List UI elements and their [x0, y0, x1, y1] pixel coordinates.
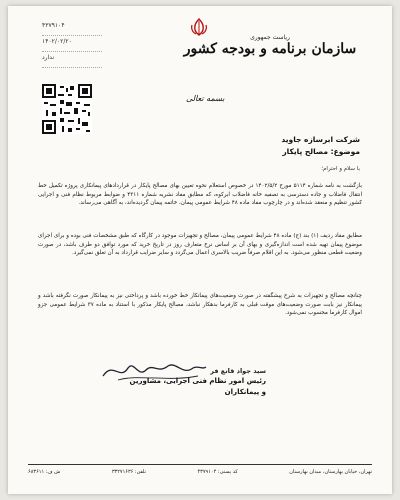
letter-page [8, 6, 392, 494]
org-line1: ریاست جمهوری [250, 34, 290, 41]
paragraph-3: چنانچه مصالح و تجهیزات به شرح پیشگفته در صورت وضعیت‌های پیمانکار خط خورده باشد و پرداختی نیز به پیمانکار صورت نگرفته باشد و پیمانکار نیز بابت صورت وضعیت‌های موقت قبلی به کارفرما بدهکار نباشد، مصالح پایکار مذکور با استناد به ماده ۳۷ شرایط عمومی جزو اموال کارفرما محسوب نمی‌شود. [38, 293, 362, 317]
signatory-title-line1: رئیس امور نظام فنی اجرایی، مشاورین [129, 377, 266, 385]
signatory-title-line2: و پیمانکاران [224, 388, 266, 396]
paragraph-2: مطابق مفاد ردیف (۱) بند (ج) ماده ۴۸ شرایط عمومی پیمان، مصالح و تجهیزات موجود در کارگاه که طبق مشخصات فنی بوده و برای اجرای موضوع پیمان تهیه شده است اندازه‌گیری و بهای آن بر اساس نرخ متعارف روز در تاریخ خرید که مورد توافق دو طرف باشد، در صورت وضعیت قطعی منظور می‌شود. به این اقلام صرفاً ضریب بالاسری اعمال می‌گردد و سایر ضرایب قرارداد به آن تعلق نمی‌گیرد. [38, 233, 363, 257]
qr-code-icon [42, 84, 92, 134]
meta-attachment: ندارد [42, 54, 102, 68]
letter-meta [42, 22, 102, 70]
recipient-block [281, 134, 360, 158]
footer-address: تهران، خیابان بهارستان، میدان بهارستان [289, 469, 372, 475]
footer-fax: ش ف: ۶۸۳۶۱۱ [28, 469, 61, 475]
greeting: با سلام و احترام؛ [321, 166, 360, 172]
footer-phone: تلفن: ۳۳۲۷۱۶۳۶ [111, 469, 146, 475]
org-name: سازمان برنامه و بودجه کشور [183, 41, 357, 57]
signature-block [106, 366, 266, 398]
letter-heading: بسمه تعالی [186, 94, 225, 103]
letter-footer [28, 464, 372, 475]
organization-header [170, 34, 370, 57]
letter-subject: موضوع: مصالح پایکار [282, 147, 360, 156]
footer-postal: کد پستی: ۴۳۷۹۱۰۴ [197, 469, 238, 475]
paragraph-1: بازگشت به نامه شماره ۵۱۱۴ مورخ ۱۴۰۲/۵/۲ در خصوص استعلام نحوه تعیین بهای مصالح پایکار در قراردادهای پیمانکاری پروژه تکمیل خط انتقال فاضلاب و جاده دسترسی به تصفیه خانه فاضلاب ابرکوه، که مطابق مفاد نشریه شماره ۴۳۱۱ و ضوابط مربوط نظام فنی و اجرایی کشور تنظیم و منعقد شده‌اند و در چارچوب مفاد ماده ۴۸ شرایط عمومی پیمان، خاتمه پیمان گردیده‌اند، به آگاهی می‌رساند. [38, 183, 362, 207]
recipient-company: شرکت ابرسازه جاوید [281, 135, 360, 144]
meta-date: ۱۴۰۲/۰۲/۲۰ [42, 38, 102, 52]
meta-number: ۴۳۷۹۱۰۴ [42, 22, 102, 36]
signatory-name: سید جواد قانع فر [210, 367, 266, 375]
